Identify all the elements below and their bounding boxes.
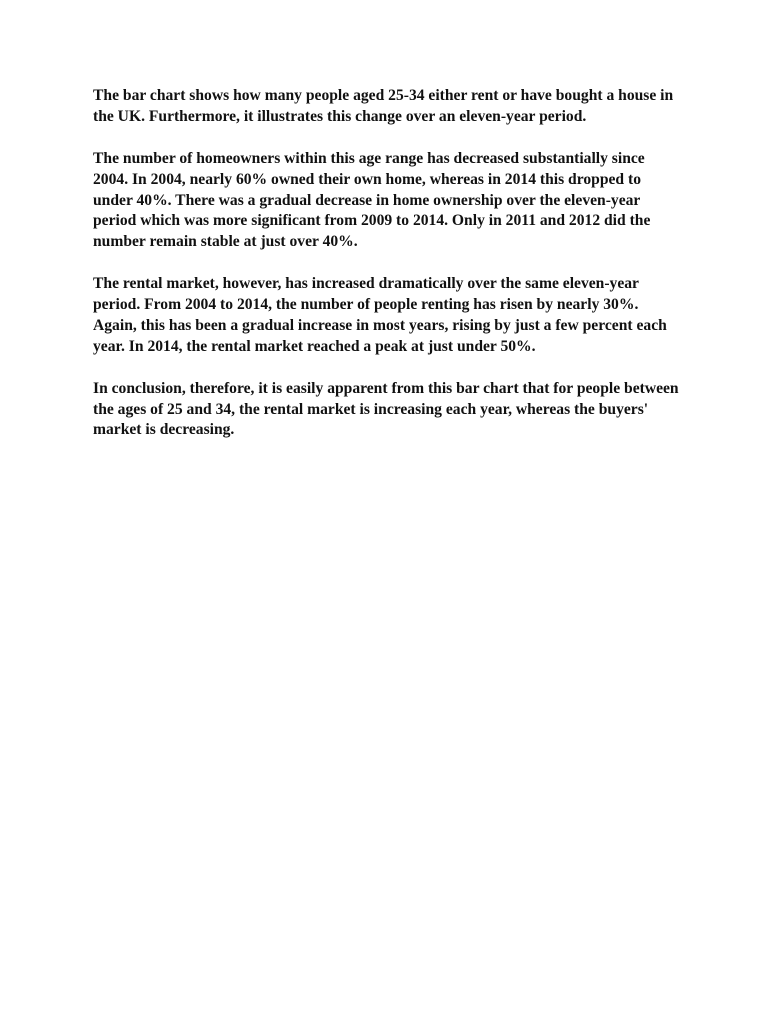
document-body (93, 86, 683, 462)
paragraph-introduction: The bar chart shows how many people aged 25-34 either rent or have bought a house in the UK. Furthermore, it illustrates this change over an eleven-year period. (93, 87, 674, 125)
paragraph-rental-market: The rental market, however, has increased dramatically over the same eleven-year period. From 2004 to 2014, the number of people renting has risen by nearly 30%. Again, this has been a gradual increase in most years, rising by just a few percent each year. In 2014, the rental market reached a peak at just under 50%. (93, 275, 667, 355)
paragraph-homeowners: The number of homeowners within this age range has decreased substantially since 2004. In 2004, nearly 60% owned their own home, whereas in 2014 this dropped to under 40%. There was a gradual decrease in home ownership over the eleven-year period which was more significant from 2009 to 2014. Only in 2011 and 2012 did the number remain stable at just over 40%. (93, 149, 651, 251)
paragraph-conclusion: In conclusion, therefore, it is easily apparent from this bar chart that for people between the ages of 25 and 34, the rental market is increasing each year, whereas the buyers' market is decreasing. (93, 379, 679, 439)
